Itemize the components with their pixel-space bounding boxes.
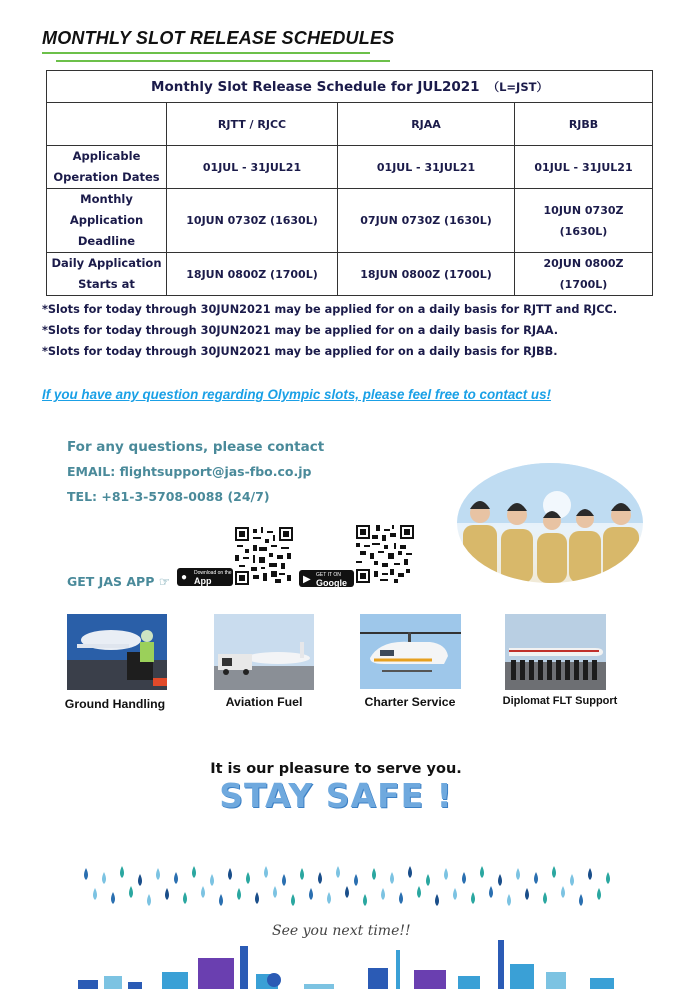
table-cell: 07JUN 0730Z (1630L) <box>338 189 515 253</box>
label-line: Monthly <box>80 192 133 206</box>
aviation-fuel-photo <box>214 614 314 690</box>
get-app-label: GET JAS APP ☞ <box>67 574 170 589</box>
label-line: Deadline <box>77 234 136 248</box>
staff-photo <box>457 463 643 583</box>
app-store-button[interactable] <box>177 568 233 596</box>
caption-note: （L=JST） <box>487 79 548 94</box>
table-cell: 01JUL - 31JUL21 <box>167 146 338 189</box>
table-cell: 10JUN 0730Z (1630L) <box>167 189 338 253</box>
stay-safe-text: STAY SAFE ! <box>219 776 453 815</box>
cell-line: (1700L) <box>559 278 608 291</box>
qr-code-icon <box>356 525 414 583</box>
ground-handling-illustration <box>67 614 167 690</box>
service-label-diplomat-flt: Diplomat FLT Support <box>502 695 618 707</box>
title-underline-2 <box>56 60 390 62</box>
google-small-text: GET IT ON <box>316 572 341 578</box>
table-cell: 18JUN 0800Z (1700L) <box>338 253 515 296</box>
note-rjbb: *Slots for today through 30JUN2021 may be applied for on a daily basis for RJBB. <box>42 345 558 358</box>
label-line: Application <box>69 213 144 227</box>
diplomat-flt-illustration <box>505 614 606 690</box>
table-cell <box>515 189 653 253</box>
corner-cell <box>47 103 167 146</box>
title-underline <box>42 52 370 54</box>
label-line: Starts at <box>78 277 135 291</box>
raindrop-row <box>84 866 610 886</box>
city-skyline-decoration <box>78 940 618 989</box>
olympic-contact-link[interactable]: If you have any question regarding Olympic slots, please feel free to contact us! <box>42 387 551 402</box>
col-header-rjtt: RJTT / RJCC <box>167 103 338 146</box>
service-label-aviation-fuel: Aviation Fuel <box>225 695 303 709</box>
app-store-label: App Store <box>194 576 218 596</box>
schedule-table <box>46 70 653 296</box>
raindrops-decoration <box>78 858 618 914</box>
charter-service-photo <box>360 614 461 689</box>
qr-code-icon <box>235 527 293 585</box>
cell-line: 10JUN 0730Z <box>543 203 624 217</box>
google-play-label: Google Play <box>316 578 347 598</box>
table-caption <box>47 71 653 103</box>
pleasure-text: It is our pleasure to serve you. <box>210 761 462 777</box>
raindrop-row-2 <box>93 886 601 906</box>
see-you-text: See you next time!! <box>272 923 411 939</box>
google-play-button[interactable] <box>299 570 354 598</box>
col-header-rjbb: RJBB <box>515 103 653 146</box>
label-line: Daily Application <box>51 256 162 270</box>
note-rjtt: *Slots for today through 30JUN2021 may be applied for on a daily basis for RJTT and RJCC. <box>42 303 618 316</box>
cell-line: (1630L) <box>559 224 608 238</box>
row-label-daily-application <box>47 253 167 296</box>
table-cell: 18JUN 0800Z (1700L) <box>167 253 338 296</box>
label-line: Applicable <box>72 149 141 163</box>
ground-handling-photo <box>67 614 167 690</box>
label-line: Operation Dates <box>53 170 160 184</box>
qr-code-google-play[interactable] <box>356 525 414 583</box>
diplomat-flt-photo <box>505 614 606 690</box>
cell-line: 20JUN 0800Z <box>543 257 624 270</box>
charter-service-illustration <box>360 614 461 689</box>
qr-code-app-store[interactable] <box>235 527 293 585</box>
row-label-operation-dates <box>47 146 167 189</box>
row-label-deadline <box>47 189 167 253</box>
service-label-ground-handling: Ground Handling <box>64 697 166 711</box>
table-cell <box>515 253 653 296</box>
page-title: MONTHLY SLOT RELEASE SCHEDULES <box>42 28 395 48</box>
table-cell: 01JUL - 31JUL21 <box>515 146 653 189</box>
service-label-charter-service: Charter Service <box>364 695 456 709</box>
contact-email[interactable]: EMAIL: flightsupport@jas-fbo.co.jp <box>67 464 312 479</box>
note-rjaa: *Slots for today through 30JUN2021 may be applied for on a daily basis for RJAA. <box>42 324 559 337</box>
table-cell: 01JUL - 31JUL21 <box>338 146 515 189</box>
contact-intro: For any questions, please contact <box>67 439 325 455</box>
staff-photo-illustration <box>457 463 643 583</box>
apple-icon: ● <box>181 572 188 583</box>
contact-tel[interactable]: TEL: +81-3-5708-0088 (24/7) <box>67 489 270 504</box>
play-icon: ▶ <box>303 574 311 585</box>
aviation-fuel-illustration <box>214 614 314 690</box>
col-header-rjaa: RJAA <box>338 103 515 146</box>
caption-text: Monthly Slot Release Schedule for JUL2021 <box>151 78 480 95</box>
app-store-small-text: Download on the <box>194 570 232 576</box>
